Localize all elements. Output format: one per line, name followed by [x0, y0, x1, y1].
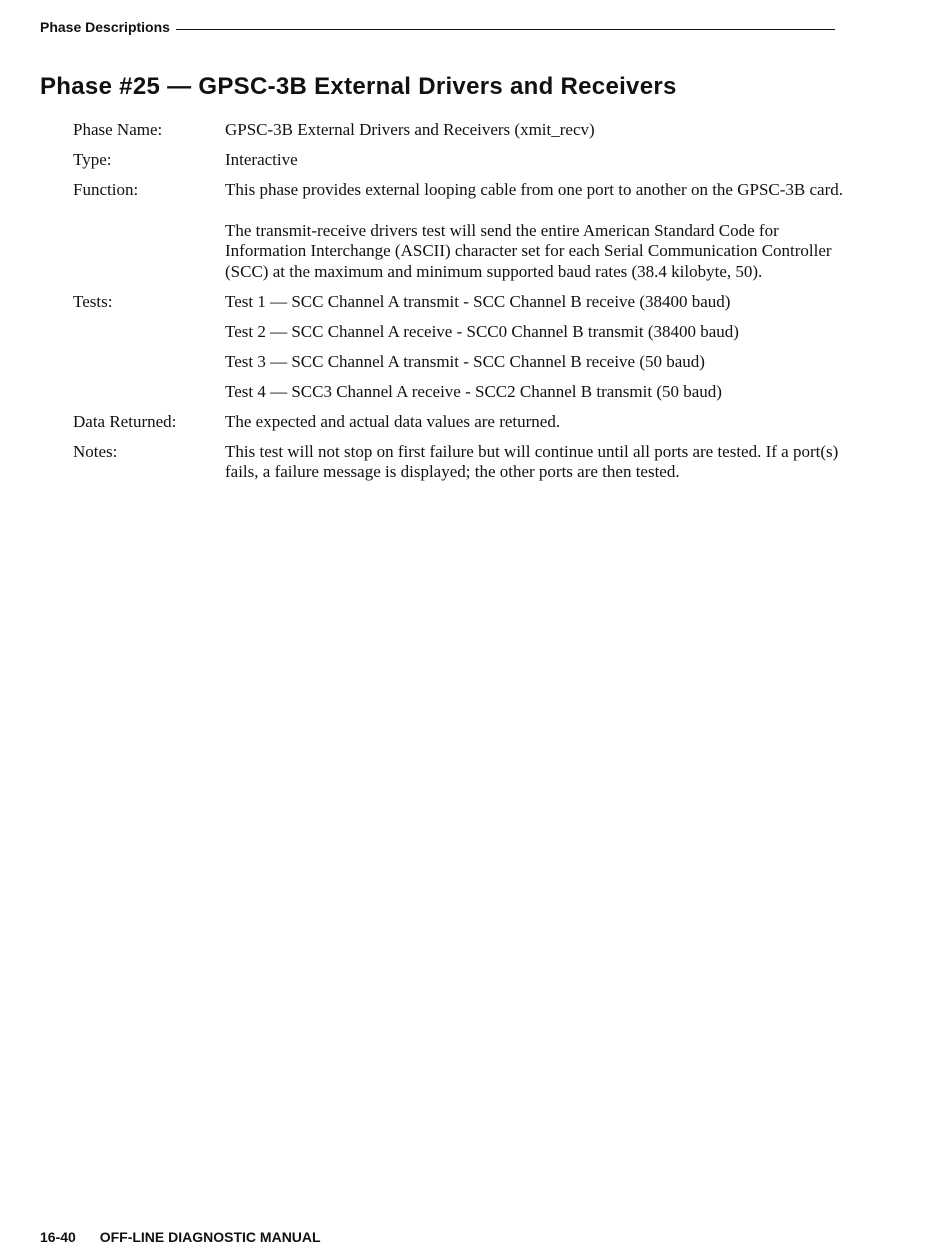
page-footer: [40, 1229, 321, 1245]
phase-name-label: Phase Name:: [73, 120, 163, 139]
page-number: 16-40: [40, 1229, 76, 1245]
function-value: [225, 180, 843, 282]
function-paragraph: The transmit-receive drivers test will send the entire American Standard Code for Information Interchange (ASCII) character set for each Serial Communication Controller (SCC) at the maximum and minimum supported baud rates (38.4 kilobyte, 50).: [225, 220, 832, 281]
phase-name-value: GPSC-3B External Drivers and Receivers (xmit_recv): [225, 120, 595, 139]
function-label: Function:: [73, 180, 139, 199]
test-item: Test 2 — SCC Channel A receive - SCC0 Channel B transmit (38400 baud): [225, 321, 739, 341]
tests-list: [225, 292, 843, 403]
row-data-returned: [73, 412, 843, 433]
row-tests: [73, 292, 843, 403]
manual-title: OFF-LINE DIAGNOSTIC MANUAL: [99, 1229, 321, 1245]
notes-label: Notes:: [73, 441, 118, 461]
type-value: Interactive: [225, 150, 298, 169]
running-head: [40, 19, 835, 35]
phase-details: [73, 120, 843, 492]
row-notes: [73, 442, 843, 483]
running-head-text: Phase Descriptions: [40, 19, 170, 35]
data-returned-label: Data Returned:: [73, 411, 177, 431]
test-item: Test 3 — SCC Channel A transmit - SCC Channel B receive (50 baud): [225, 351, 705, 371]
test-item: Test 1 — SCC Channel A transmit - SCC Channel B receive (38400 baud): [225, 291, 731, 311]
page-title: Phase #25 — GPSC-3B External Drivers and Receivers: [40, 73, 677, 100]
row-function: [73, 180, 843, 282]
notes-value: This test will not stop on first failure but will continue until all ports are tested. If a port(s) fails, a failure message is displayed; the other ports are then tested.: [225, 441, 839, 481]
test-item: Test 4 — SCC3 Channel A receive - SCC2 Channel B transmit (50 baud): [225, 381, 722, 401]
tests-label: Tests:: [73, 291, 113, 311]
type-label: Type:: [73, 150, 112, 169]
function-paragraph: This phase provides external looping cable from one port to another on the GPSC-3B card.: [225, 180, 843, 199]
running-head-rule: [176, 29, 835, 30]
row-type: [73, 150, 843, 171]
data-returned-value: The expected and actual data values are returned.: [225, 411, 561, 431]
row-phase-name: [73, 120, 843, 141]
